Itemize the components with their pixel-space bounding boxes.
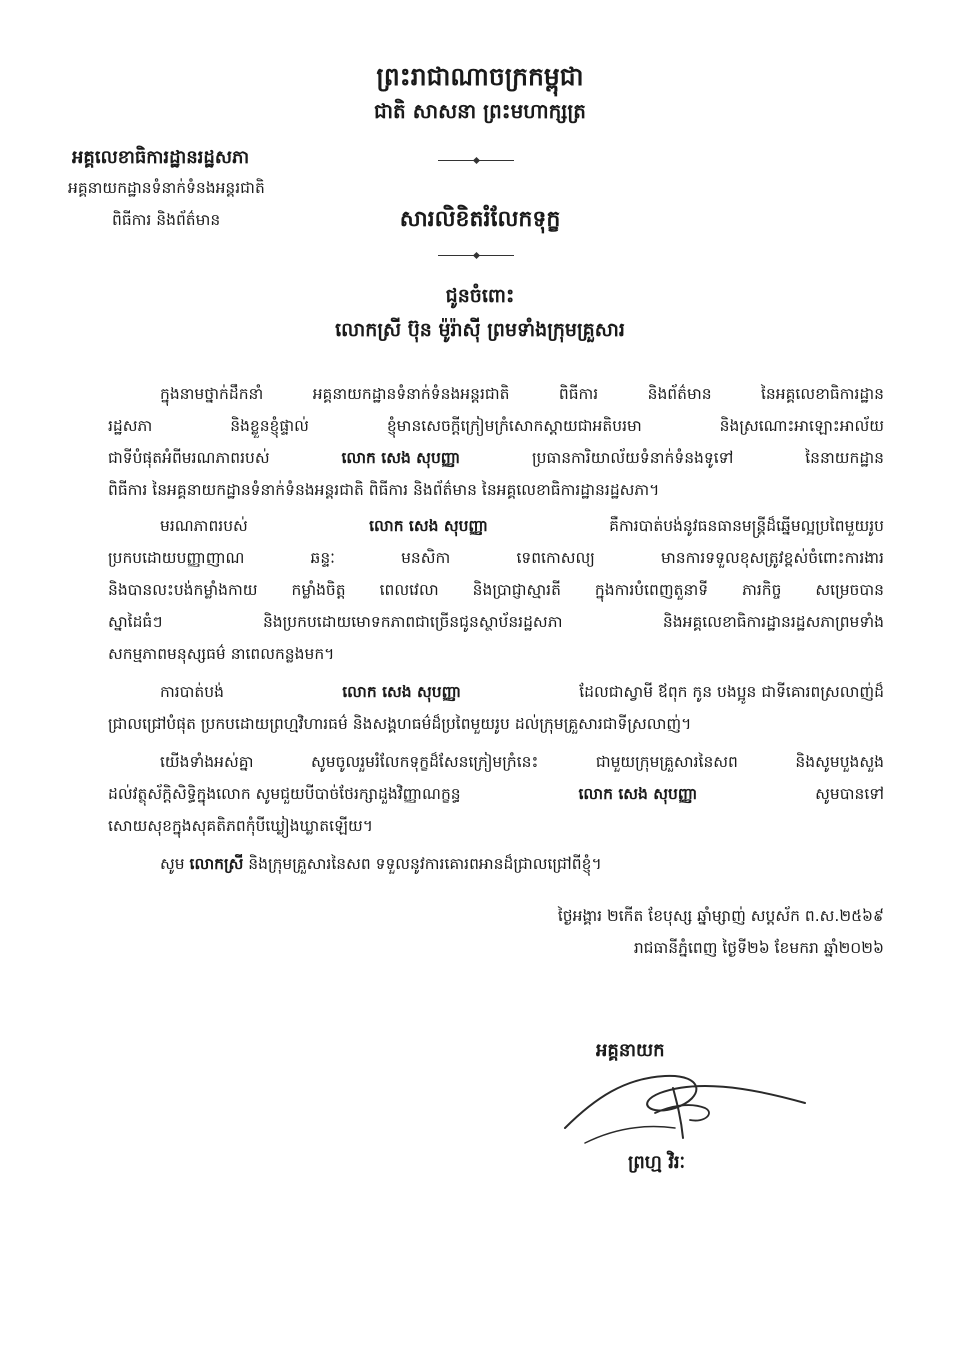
recipient-honorific: លោកស្រី (189, 855, 244, 873)
text-segment: មរណភាពរបស់ (160, 517, 248, 535)
p5-line1 (160, 854, 602, 874)
p1-line1 (160, 384, 884, 404)
deceased-name: លោក សេង សុបញ្ញា (369, 517, 488, 535)
text-segment: និងព័ត៌មាន (647, 385, 712, 403)
text-segment: ឆន្ទៈ (310, 549, 335, 567)
p4-line2 (108, 784, 884, 804)
text-segment: និងប្រកបដោយមោទកភាពជាច្រើនជូនស្ថាប័នរដ្ឋសភា (262, 613, 563, 631)
text-segment: សម្រេចបាន (815, 581, 884, 599)
kingdom-heading: ព្រះរាជាណាចក្រកម្ពុជា (376, 62, 584, 91)
text-segment: ការបាត់បង់ (160, 683, 224, 701)
text-segment: ពេលវេលា (379, 581, 439, 599)
sender-org-line1: អគ្គលេខាធិការដ្ឋានរដ្ឋសភា (72, 147, 250, 168)
p1-line2 (108, 416, 884, 436)
deceased-name: លោក សេង សុបញ្ញា (342, 683, 461, 701)
heading-divider (438, 160, 514, 161)
p4-line1 (160, 752, 884, 772)
recipient-name: លោកស្រី ប៊ុន ម៉ូរ៉ាស៊ី ព្រមទាំងក្រុមគ្រួសារ (335, 319, 625, 341)
text-segment: មនសិកា (401, 549, 451, 567)
text-segment: និងស្រណោះអាឡោះអាល័យ (719, 417, 884, 435)
text-segment: រដ្ឋសភា (108, 417, 153, 435)
sender-org-line2: អគ្គនាយកដ្ឋានទំនាក់ទំនងអន្តរជាតិ (68, 179, 265, 197)
text-segment: ដល់វត្ថុស័ក្តិសិទ្ធិក្នុងលោក សូមជួយបីបាច់ថែរក្សាដួងវិញ្ញាណក្ខន្ធ (108, 785, 461, 803)
p2-line5: សកម្មភាពមនុស្សធម៌ នាពេលកន្លងមក។ (108, 645, 335, 663)
text-segment: ទេពកោសល្យ (516, 549, 595, 567)
text-segment: ប្រធានការិយាល័យទំនាក់ទំនងទូទៅ (532, 449, 734, 467)
solar-date: រាជធានីភ្នំពេញ ថ្ងៃទី២៦ ខែមករា ឆ្នាំ២០២៦ (633, 939, 884, 957)
text-segment: យើងទាំងអស់គ្នា (160, 753, 254, 771)
handwritten-signature (555, 1058, 815, 1158)
text-segment: និងអគ្គលេខាធិការដ្ឋានរដ្ឋសភាព្រមទាំង (662, 613, 884, 631)
addressee-label: ជូនចំពោះ (445, 285, 515, 307)
text-segment: នៃនាយកដ្ឋាន (805, 449, 884, 467)
deceased-name: លោក សេង សុបញ្ញា (341, 449, 461, 467)
text-segment: និងខ្លួនខ្ញុំផ្ទាល់ (230, 417, 309, 435)
text-segment: ខ្ញុំមានសេចក្តីក្រៀមក្រំសោកស្តាយជាអតិបរមា (386, 417, 642, 435)
text-segment: ភារកិច្ច (742, 581, 782, 599)
p3-line2: ជ្រាលជ្រៅបំផុត ប្រកបដោយព្រហ្មវិហារធម៌ និងសង្គហធម៌ដ៏ប្រពៃមួយរូប ដល់ក្រុមគ្រួសារជាទីស្រលាញ់។ (108, 715, 692, 733)
p2-line2 (108, 548, 884, 568)
text-segment: មានការទទួលខុសត្រូវខ្ពស់ចំពោះការងារ (661, 549, 884, 567)
text-segment: និងបានលះបង់កម្លាំងកាយ (108, 581, 258, 599)
text-segment: ជាទីបំផុតអំពីមរណភាពរបស់ (108, 449, 270, 467)
signatory-name: ព្រហ្ម វិរៈ (628, 1152, 686, 1173)
text-segment: និងក្រុមគ្រួសារនៃសព ទទួលនូវការគោរពអានដ៏ជ្រាលជ្រៅពីខ្ញុំ។ (248, 855, 602, 873)
text-segment: និងសូមបួងសួង (795, 753, 884, 771)
text-segment: សូមបានទៅ (815, 785, 884, 803)
lunar-date: ថ្ងៃអង្គារ ២កើត ខែបុស្ស ឆ្នាំម្សាញ់ សប្តស័ក ព.ស.២៥៦៩ (557, 907, 884, 925)
text-segment: ក្នុងការបំពេញតួនាទី (594, 581, 709, 599)
p2-line3 (108, 580, 884, 600)
text-segment: គឺការបាត់បង់នូវធនធានមន្ត្រីដ៏ឆ្នើមល្អប្រពៃមួយរូប (609, 517, 884, 535)
text-segment: ពិធីការ (558, 385, 599, 403)
p2-line4 (108, 612, 884, 632)
p3-line1 (160, 682, 884, 702)
signatory-title: អគ្គនាយក (596, 1040, 665, 1061)
text-segment: ដែលជាស្វាមី ឪពុក កូន បងប្អូន ជាទីគោរពស្រលាញ់ដ៏ (579, 683, 884, 701)
text-segment: សូមចូលរួមរំលែកទុក្ខដ៏សែនក្រៀមក្រំនេះ (311, 753, 539, 771)
text-segment: នៃអគ្គលេខាធិការដ្ឋាន (760, 385, 884, 403)
text-segment: អគ្គនាយកដ្ឋានទំនាក់ទំនងអន្តរជាតិ (312, 385, 510, 403)
p2-line1 (160, 516, 884, 536)
text-segment: ប្រកបដោយបញ្ញាញាណ (108, 549, 245, 567)
sender-org-line3: ពិធីការ និងព័ត៌មាន (112, 211, 221, 229)
deceased-name: លោក សេង សុបញ្ញា (578, 785, 698, 803)
p4-line3: សោយសុខក្នុងសុគតិភពកុំបីឃ្លៀងឃ្លាតឡើយ។ (108, 817, 373, 835)
title-divider (438, 255, 514, 256)
text-segment: ស្នាដៃធំៗ (108, 613, 163, 631)
text-segment: កម្លាំងចិត្ត (291, 581, 346, 599)
text-segment: សូម (160, 855, 185, 873)
document-title: សារលិខិតរំលែកទុក្ខ (399, 207, 561, 232)
p1-line3 (108, 448, 884, 468)
text-segment: ក្នុងនាមថ្នាក់ដឹកនាំ (160, 385, 264, 403)
national-motto: ជាតិ សាសនា ព្រះមហាក្សត្រ (374, 99, 586, 123)
text-segment: ជាមួយក្រុមគ្រួសារនៃសព (595, 753, 738, 771)
text-segment: និងប្រាជ្ញាស្មារតី (472, 581, 561, 599)
p1-line4: ពិធីការ នៃអគ្គនាយកដ្ឋានទំនាក់ទំនងអន្តរជាតិ ពិធីការ និងព័ត៌មាន នៃអគ្គលេខាធិការដ្ឋានរដ្ឋសភា។ (108, 481, 660, 499)
